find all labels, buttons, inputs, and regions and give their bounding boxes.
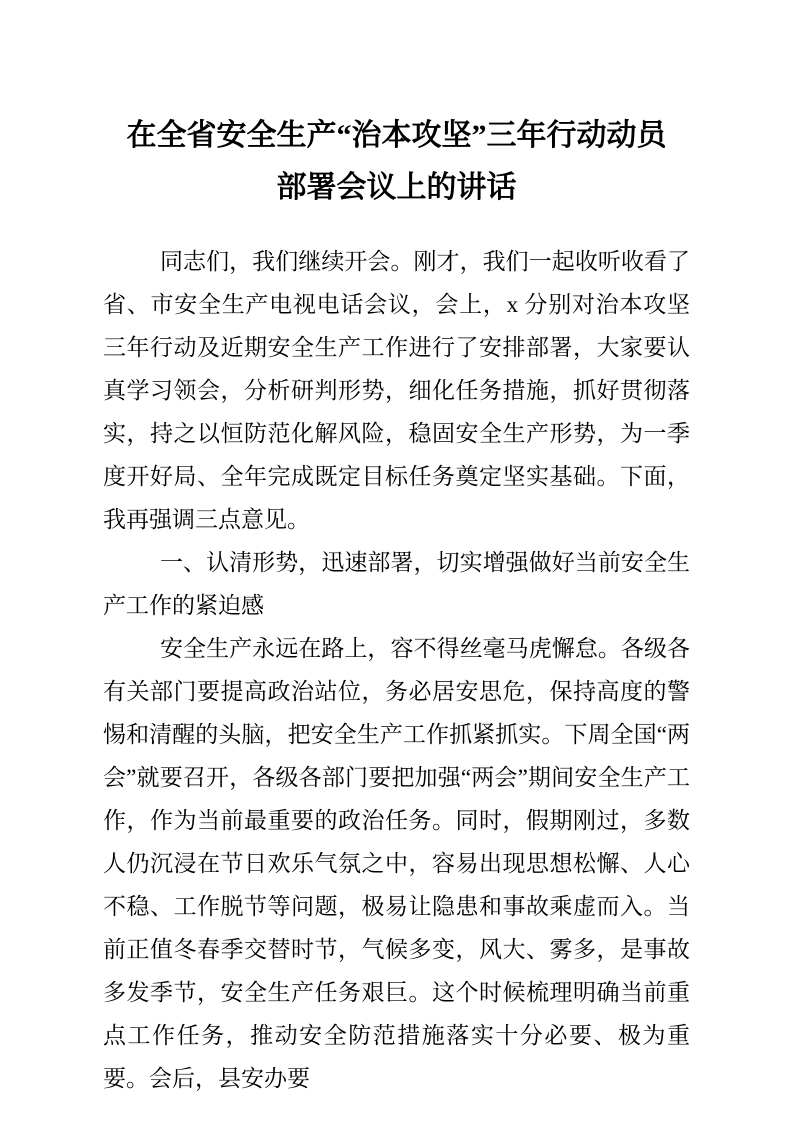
paragraph-section-1-body: 安全生产永远在路上，容不得丝毫马虎懈怠。各级各有关部门要提高政治站位，务必居安思危，保持高度的警惕和清醒的头脑，把安全生产工作抓紧抓实。下周全国“两会”就要召开，各级各部门要把加强“两会”期间安全生产工作，作为当前最重要的政治任务。同时，假期刚过，多数人仍沉浸在节日欢乐气氛之中，容易出现思想松懈、人心不稳、工作脱节等问题，极易让隐患和事故乘虚而入。当前正值冬春季交替时节，气候多变，风大、雾多，是事故多发季节，安全生产任务艰巨。这个时候梳理明确当前重点工作任务，推动安全防范措施落实十分必要、极为重要。会后，县安办要 xyxy=(103,636,690,1091)
paragraph-opening: 同志们，我们继续开会。刚才，我们一起收听收看了省、市安全生产电视电话会议，会上，x 分别对治本攻坚三年行动及近期安全生产工作进行了安排部署，大家要认真学习领会，分析研判形势，细化任务措施，抓好贯彻落实，持之以恒防范化解风险，稳固安全生产形势，为一季度开好局、全年完成既定目标任务奠定坚实基础。下面，我再强调三点意见。 xyxy=(103,249,690,532)
title-line-2: 部署会议上的讲话 xyxy=(276,171,517,204)
section-heading-1: 一、认清形势，迅速部署，切实增强做好当前安全生产工作的紧迫感 xyxy=(103,550,690,618)
title-line-1: 在全省安全生产“治本攻坚”三年行动动员 xyxy=(126,119,667,152)
document-title xyxy=(103,110,690,214)
